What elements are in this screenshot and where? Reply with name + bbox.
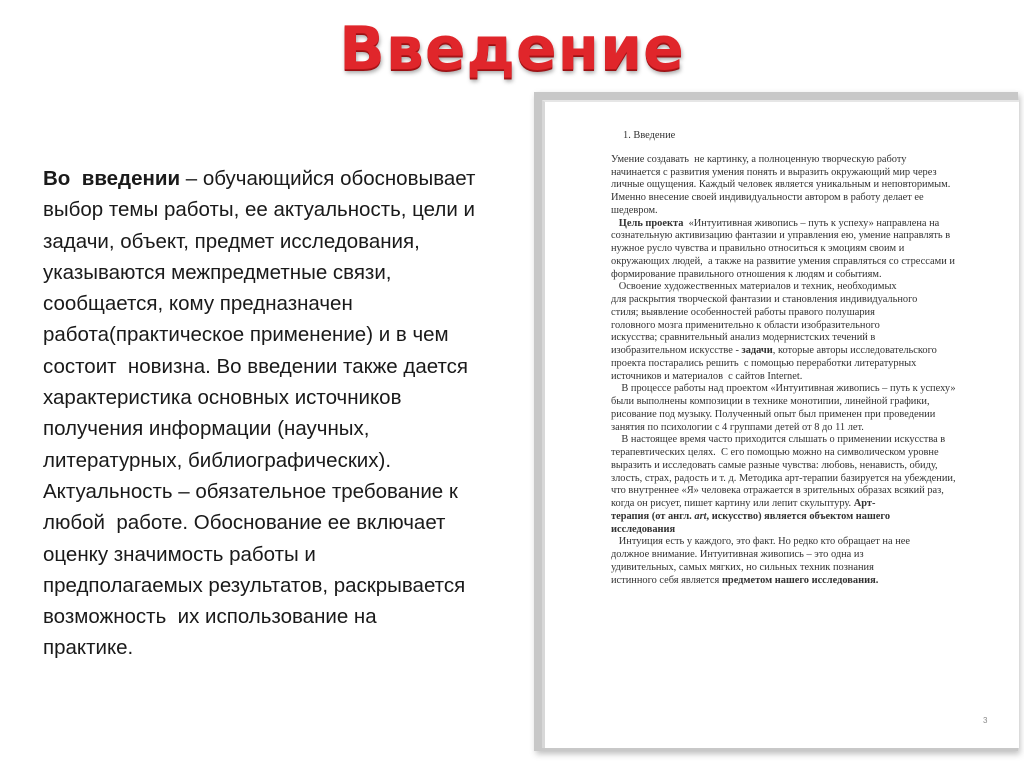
text-segment: Умение создавать не картинку, а полноценную творческую работу: [611, 153, 907, 165]
document-line: [611, 269, 1011, 282]
document-line: [611, 422, 1011, 435]
body-line: [43, 413, 533, 444]
bold-text: Арт-: [853, 498, 876, 509]
document-line: [611, 230, 1011, 243]
document-line: [611, 524, 1011, 537]
text-segment: «Интуитивная живопись – путь к успеху» направлена на: [683, 217, 940, 229]
document-line: [611, 320, 1011, 333]
document-line: [611, 307, 1011, 320]
text-segment: указываются межпредметные связи,: [43, 260, 392, 284]
document-line: [611, 460, 1011, 473]
bold-text: терапия (от англ.: [611, 510, 695, 522]
text-segment: окружающих людей, а также на развитие умения справляться со стрессами и: [611, 255, 955, 267]
body-line: [43, 319, 533, 350]
document-line: [611, 167, 1011, 180]
text-segment: искусства; сравнительный анализ модернистских течений в: [611, 332, 876, 344]
document-line: [611, 549, 1011, 562]
text-segment: характеристика основных источников: [43, 386, 402, 410]
document-line: [611, 434, 1011, 447]
body-line: [43, 632, 533, 663]
text-segment: шедевром.: [611, 204, 658, 216]
body-line: [43, 351, 533, 382]
page-number: 3: [983, 716, 988, 725]
text-segment: когда он рисует, пишет картину или лепит скульптуру.: [611, 498, 854, 509]
text-segment: Освоение художественных материалов и техник, необходимых: [611, 281, 897, 293]
body-line: [43, 288, 533, 319]
text-segment: Интуиция есть у каждого, это факт. Но редко кто обращает на нее: [611, 536, 910, 548]
body-line: [43, 445, 533, 476]
text-segment: были выполнены композиции в технике монотипии, линейной графики,: [611, 396, 930, 407]
document-line: [611, 281, 1011, 294]
text-segment: – обучающийся обосновывает: [180, 167, 476, 190]
document-line: [611, 179, 1011, 192]
text-segment: терапевтических целях. С его помощью можно на символическом уровне: [611, 447, 939, 458]
text-segment: для раскрытия творческой фантазии и становления индивидуального: [611, 294, 918, 305]
document-heading: 1. Введение: [623, 130, 676, 141]
text-segment: что внутреннее «Я» человека отражается в зрительных образах всякий раз,: [611, 485, 944, 497]
text-segment: источников и материалов с сайтов Internet.: [611, 370, 803, 382]
text-segment: практике.: [43, 636, 134, 660]
text-segment: сознательную активизацию фантазии и управления ею, умение направлять в: [611, 230, 951, 242]
body-line: [43, 163, 533, 194]
body-line: [43, 601, 533, 632]
text-segment: оценку значимость работы и: [43, 542, 316, 566]
text-segment: состоит новизна. Во введении также дается: [43, 354, 468, 378]
bold-text: Во введении: [43, 167, 181, 190]
body-line: [43, 226, 533, 257]
document-lines: [611, 154, 1011, 588]
text-segment: получения информации (научных,: [43, 417, 370, 441]
body-line: [43, 539, 533, 570]
document-line: [611, 218, 1011, 231]
text-segment: выразить и исследовать самые разные чувства: любовь, ненависть, обиду,: [611, 459, 938, 471]
text-segment: Актуальность – обязательное требование к: [43, 479, 458, 503]
document-line: [611, 205, 1011, 218]
document-line: [611, 536, 1011, 549]
text-segment: литературных, библиографических).: [43, 448, 392, 472]
document-text: [611, 130, 1011, 587]
text-segment: злость, страх, радость и т. д. Методика арт-терапии базируется на убеждении,: [611, 472, 956, 484]
body-line: [43, 570, 533, 601]
slide-body-text: [43, 163, 533, 664]
body-line: [43, 257, 533, 288]
body-line: [43, 194, 533, 225]
slide-title: Введение: [339, 14, 685, 84]
document-line: [611, 371, 1011, 384]
document-line: [611, 192, 1011, 205]
document-line: [611, 294, 1011, 307]
text-segment: [611, 218, 619, 229]
text-segment: , которые авторы исследовательского: [772, 345, 937, 356]
text-segment: начинается с развития умения понять и выразить окружающий мир через: [611, 166, 937, 178]
document-line: [611, 345, 1011, 358]
bold-text: предметом нашего исследования.: [721, 574, 879, 586]
text-segment: В процессе работы над проектом «Интуитивная живопись – путь к успеху»: [611, 383, 956, 395]
body-line: [43, 476, 533, 507]
bold-text: задачи: [741, 345, 773, 356]
document-line: [611, 383, 1011, 396]
document-line: [611, 447, 1011, 460]
text-segment: занятия по психологии с 4 группами детей от 8 до 11 лет.: [611, 421, 864, 433]
bold-text: Цель проекта: [618, 217, 684, 229]
bold-text: исследования: [611, 523, 676, 535]
text-segment: изобразительном искусстве -: [611, 345, 742, 356]
text-segment: проекта постарались решить с помощью переработки литературных: [611, 357, 917, 369]
text-segment: работа(практическое применение) и в чем: [43, 323, 449, 347]
text-segment: истинного себя является: [611, 574, 722, 586]
text-segment: должное внимание. Интуитивная живопись – это одна из: [611, 549, 864, 560]
text-segment: удивительных, самых мягких, но сильных техник познания: [611, 561, 874, 573]
text-segment: задачи, объект, предмет исследования,: [43, 229, 420, 253]
document-line: [611, 562, 1011, 575]
document-line: [611, 396, 1011, 409]
document-line: [611, 154, 1011, 167]
body-line: [43, 382, 533, 413]
bold-text: , искусство) является объектом нашего: [706, 510, 891, 522]
text-segment: выбор темы работы, ее актуальность, цели и: [43, 198, 475, 222]
document-line: [611, 575, 1011, 588]
text-segment: рисование под музыку. Полученный опыт был применен при проведении: [611, 408, 936, 420]
text-segment: стиля; выявление особенностей работы правого полушария: [611, 306, 875, 318]
document-line: [611, 358, 1011, 371]
text-segment: возможность их использование на: [43, 605, 377, 629]
document-line: [611, 332, 1011, 345]
text-segment: В настоящее время часто приходится слышать о применении искусства в: [611, 434, 946, 446]
text-segment: формирование правильного отношения к людям и событиям.: [611, 268, 882, 280]
document-line: [611, 498, 1011, 511]
text-segment: Именно внесение своей индивидуальности автором в работу делает ее: [611, 192, 924, 203]
body-line: [43, 507, 533, 538]
text-segment: головного мозга применительно к области изобразительного: [611, 319, 880, 331]
document-line: [611, 256, 1011, 269]
document-line: [611, 485, 1011, 498]
document-line: [611, 511, 1011, 524]
text-segment: предполагаемых результатов, раскрывается: [43, 573, 466, 597]
bold-text: art: [694, 510, 707, 522]
document-line: [611, 473, 1011, 486]
text-segment: нужное русло чувства и правильно относиться к эмоциям своим и: [611, 243, 905, 254]
text-segment: сообщается, кому предназначен: [43, 292, 353, 316]
document-line: [611, 243, 1011, 256]
text-segment: личные ощущения. Каждый человек является уникальным и неповторимым.: [611, 179, 951, 191]
text-segment: любой работе. Обоснование ее включает: [43, 511, 446, 535]
document-line: [611, 409, 1011, 422]
